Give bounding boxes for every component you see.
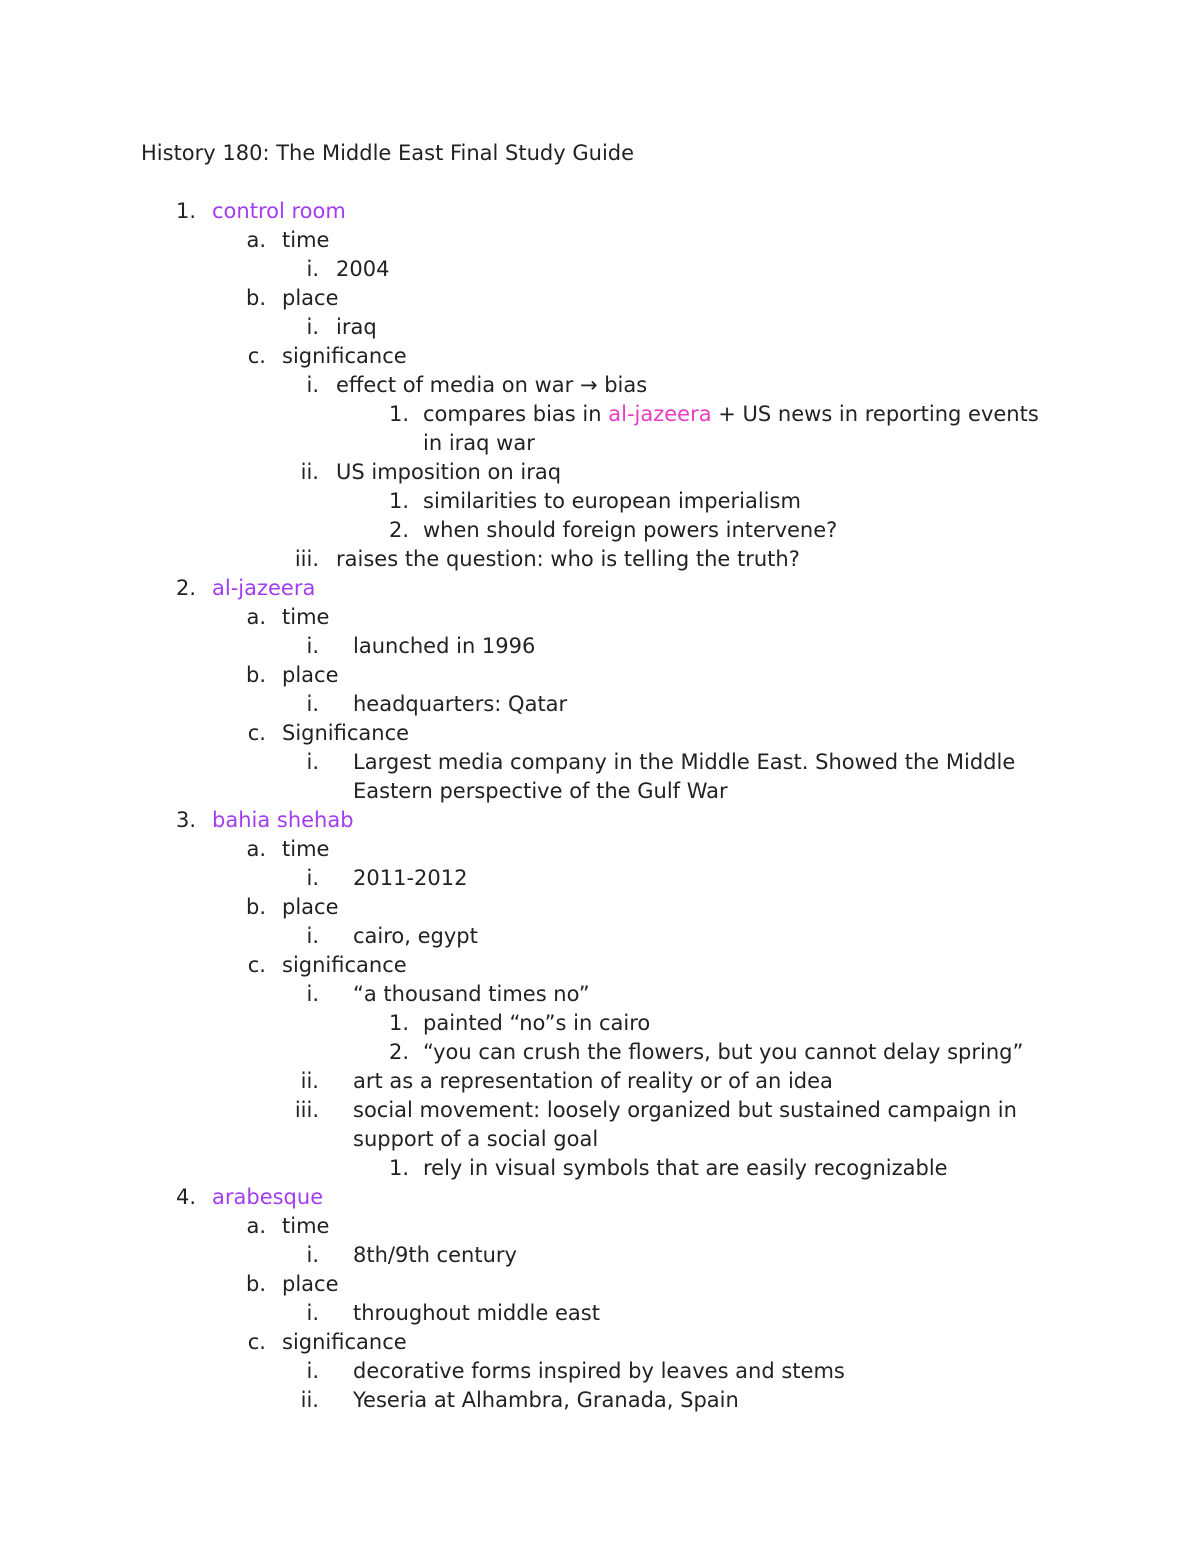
item-text: Eastern perspective of the Gulf War <box>353 779 728 803</box>
list-marker: i. <box>306 1243 319 1267</box>
list-marker: 1. <box>388 402 409 426</box>
topic-title: arabesque <box>212 1185 324 1209</box>
item-text: social movement: loosely organized but sustained campaign in <box>353 1098 1017 1122</box>
list-marker: i. <box>306 924 319 948</box>
list-marker: 2. <box>388 518 409 542</box>
document-title: History 180: The Middle East Final Study Guide <box>141 141 635 165</box>
outline-item <box>0 487 1200 516</box>
outline-item <box>0 1270 1200 1299</box>
outline-item <box>0 980 1200 1009</box>
list-marker: c. <box>247 721 266 745</box>
item-text: iraq <box>336 315 377 339</box>
list-marker: i. <box>306 982 319 1006</box>
list-marker: i. <box>306 315 319 339</box>
list-marker: ii. <box>300 1069 319 1093</box>
item-text: effect of media on war → bias <box>336 373 648 397</box>
item-text: significance <box>282 1330 407 1354</box>
topic-title: al-jazeera <box>212 576 316 600</box>
outline-item <box>0 922 1200 951</box>
outline-item <box>0 516 1200 545</box>
outline-item <box>0 1212 1200 1241</box>
item-text: US imposition on iraq <box>336 460 562 484</box>
item-text: cairo, egypt <box>353 924 478 948</box>
list-marker: 1. <box>388 1156 409 1180</box>
item-text: painted “no”s in cairo <box>423 1011 651 1035</box>
item-text: similarities to european imperialism <box>423 489 801 513</box>
list-marker: i. <box>306 692 319 716</box>
item-text: time <box>282 837 330 861</box>
list-marker: b. <box>245 286 266 310</box>
item-text: launched in 1996 <box>353 634 536 658</box>
item-text: raises the question: who is telling the truth? <box>336 547 800 571</box>
list-marker: a. <box>246 1214 266 1238</box>
outline-item <box>0 429 1200 458</box>
outline-item <box>0 1038 1200 1067</box>
outline-item <box>0 690 1200 719</box>
list-marker: 4. <box>175 1185 196 1209</box>
topic-title: control room <box>212 199 346 223</box>
outline-item <box>0 1009 1200 1038</box>
outline-item <box>0 1386 1200 1415</box>
outline-topic <box>0 197 1200 226</box>
item-text: place <box>282 663 339 687</box>
outline-topic <box>0 806 1200 835</box>
list-marker: b. <box>245 663 266 687</box>
outline-item <box>0 661 1200 690</box>
item-text: place <box>282 895 339 919</box>
outline-item <box>0 1328 1200 1357</box>
outline-topic <box>0 1183 1200 1212</box>
list-marker: a. <box>246 605 266 629</box>
item-text: in iraq war <box>423 431 535 455</box>
item-text: time <box>282 228 330 252</box>
outline-item <box>0 371 1200 400</box>
outline-topic <box>0 574 1200 603</box>
topic-title: bahia shehab <box>212 808 354 832</box>
list-marker: b. <box>245 895 266 919</box>
list-marker: i. <box>306 1301 319 1325</box>
item-text: Significance <box>282 721 410 745</box>
list-marker: iii. <box>294 1098 319 1122</box>
item-text: throughout middle east <box>353 1301 600 1325</box>
outline-item <box>0 1357 1200 1386</box>
outline-item <box>0 632 1200 661</box>
list-marker: i. <box>306 257 319 281</box>
outline-item <box>0 1154 1200 1183</box>
list-marker: i. <box>306 750 319 774</box>
outline-item <box>0 864 1200 893</box>
item-text: Yeseria at Alhambra, Granada, Spain <box>353 1388 739 1412</box>
item-text: “you can crush the flowers, but you cannot delay spring” <box>423 1040 1024 1064</box>
list-marker: i. <box>306 1359 319 1383</box>
outline-item <box>0 748 1200 777</box>
list-marker: 2. <box>175 576 196 600</box>
outline-item <box>0 1299 1200 1328</box>
list-marker: c. <box>247 1330 266 1354</box>
list-marker: 1. <box>388 489 409 513</box>
list-marker: c. <box>247 344 266 368</box>
item-text: Largest media company in the Middle East. Showed the Middle <box>353 750 1016 774</box>
item-text-continued: + US news in reporting events <box>711 402 1039 426</box>
item-text: when should foreign powers intervene? <box>423 518 838 542</box>
outline-item <box>0 719 1200 748</box>
list-marker: iii. <box>294 547 319 571</box>
item-text: 2011-2012 <box>353 866 468 890</box>
list-marker: i. <box>306 373 319 397</box>
list-marker: 1. <box>388 1011 409 1035</box>
outline-item <box>0 893 1200 922</box>
item-text: 8th/9th century <box>353 1243 517 1267</box>
outline-item <box>0 1241 1200 1270</box>
outline-item <box>0 458 1200 487</box>
outline-item <box>0 777 1200 806</box>
item-text: time <box>282 605 330 629</box>
outline-item <box>0 255 1200 284</box>
outline-item <box>0 400 1200 429</box>
list-marker: a. <box>246 228 266 252</box>
item-text: 2004 <box>336 257 390 281</box>
item-text: compares bias in <box>423 402 609 426</box>
item-text: place <box>282 1272 339 1296</box>
item-text: significance <box>282 344 407 368</box>
item-text: place <box>282 286 339 310</box>
list-marker: i. <box>306 866 319 890</box>
outline-item <box>0 342 1200 371</box>
item-text: “a thousand times no” <box>353 982 590 1006</box>
outline-item <box>0 313 1200 342</box>
list-marker: i. <box>306 634 319 658</box>
list-marker: 1. <box>175 199 196 223</box>
list-marker: 3. <box>175 808 196 832</box>
item-text: rely in visual symbols that are easily recognizable <box>423 1156 948 1180</box>
item-text: decorative forms inspired by leaves and stems <box>353 1359 845 1383</box>
list-marker: c. <box>247 953 266 977</box>
outline-item <box>0 1125 1200 1154</box>
item-text: art as a representation of reality or of an idea <box>353 1069 833 1093</box>
list-marker: 2. <box>388 1040 409 1064</box>
highlighted-term: al-jazeera <box>608 402 712 426</box>
outline-item <box>0 951 1200 980</box>
list-marker: b. <box>245 1272 266 1296</box>
list-marker: ii. <box>300 1388 319 1412</box>
item-text: support of a social goal <box>353 1127 599 1151</box>
outline-item <box>0 835 1200 864</box>
outline-item <box>0 545 1200 574</box>
outline-item <box>0 226 1200 255</box>
list-marker: ii. <box>300 460 319 484</box>
outline-item <box>0 1096 1200 1125</box>
list-marker: a. <box>246 837 266 861</box>
item-text: significance <box>282 953 407 977</box>
item-text: headquarters: Qatar <box>353 692 568 716</box>
outline-item <box>0 603 1200 632</box>
outline-item <box>0 284 1200 313</box>
outline-item <box>0 1067 1200 1096</box>
item-text: time <box>282 1214 330 1238</box>
